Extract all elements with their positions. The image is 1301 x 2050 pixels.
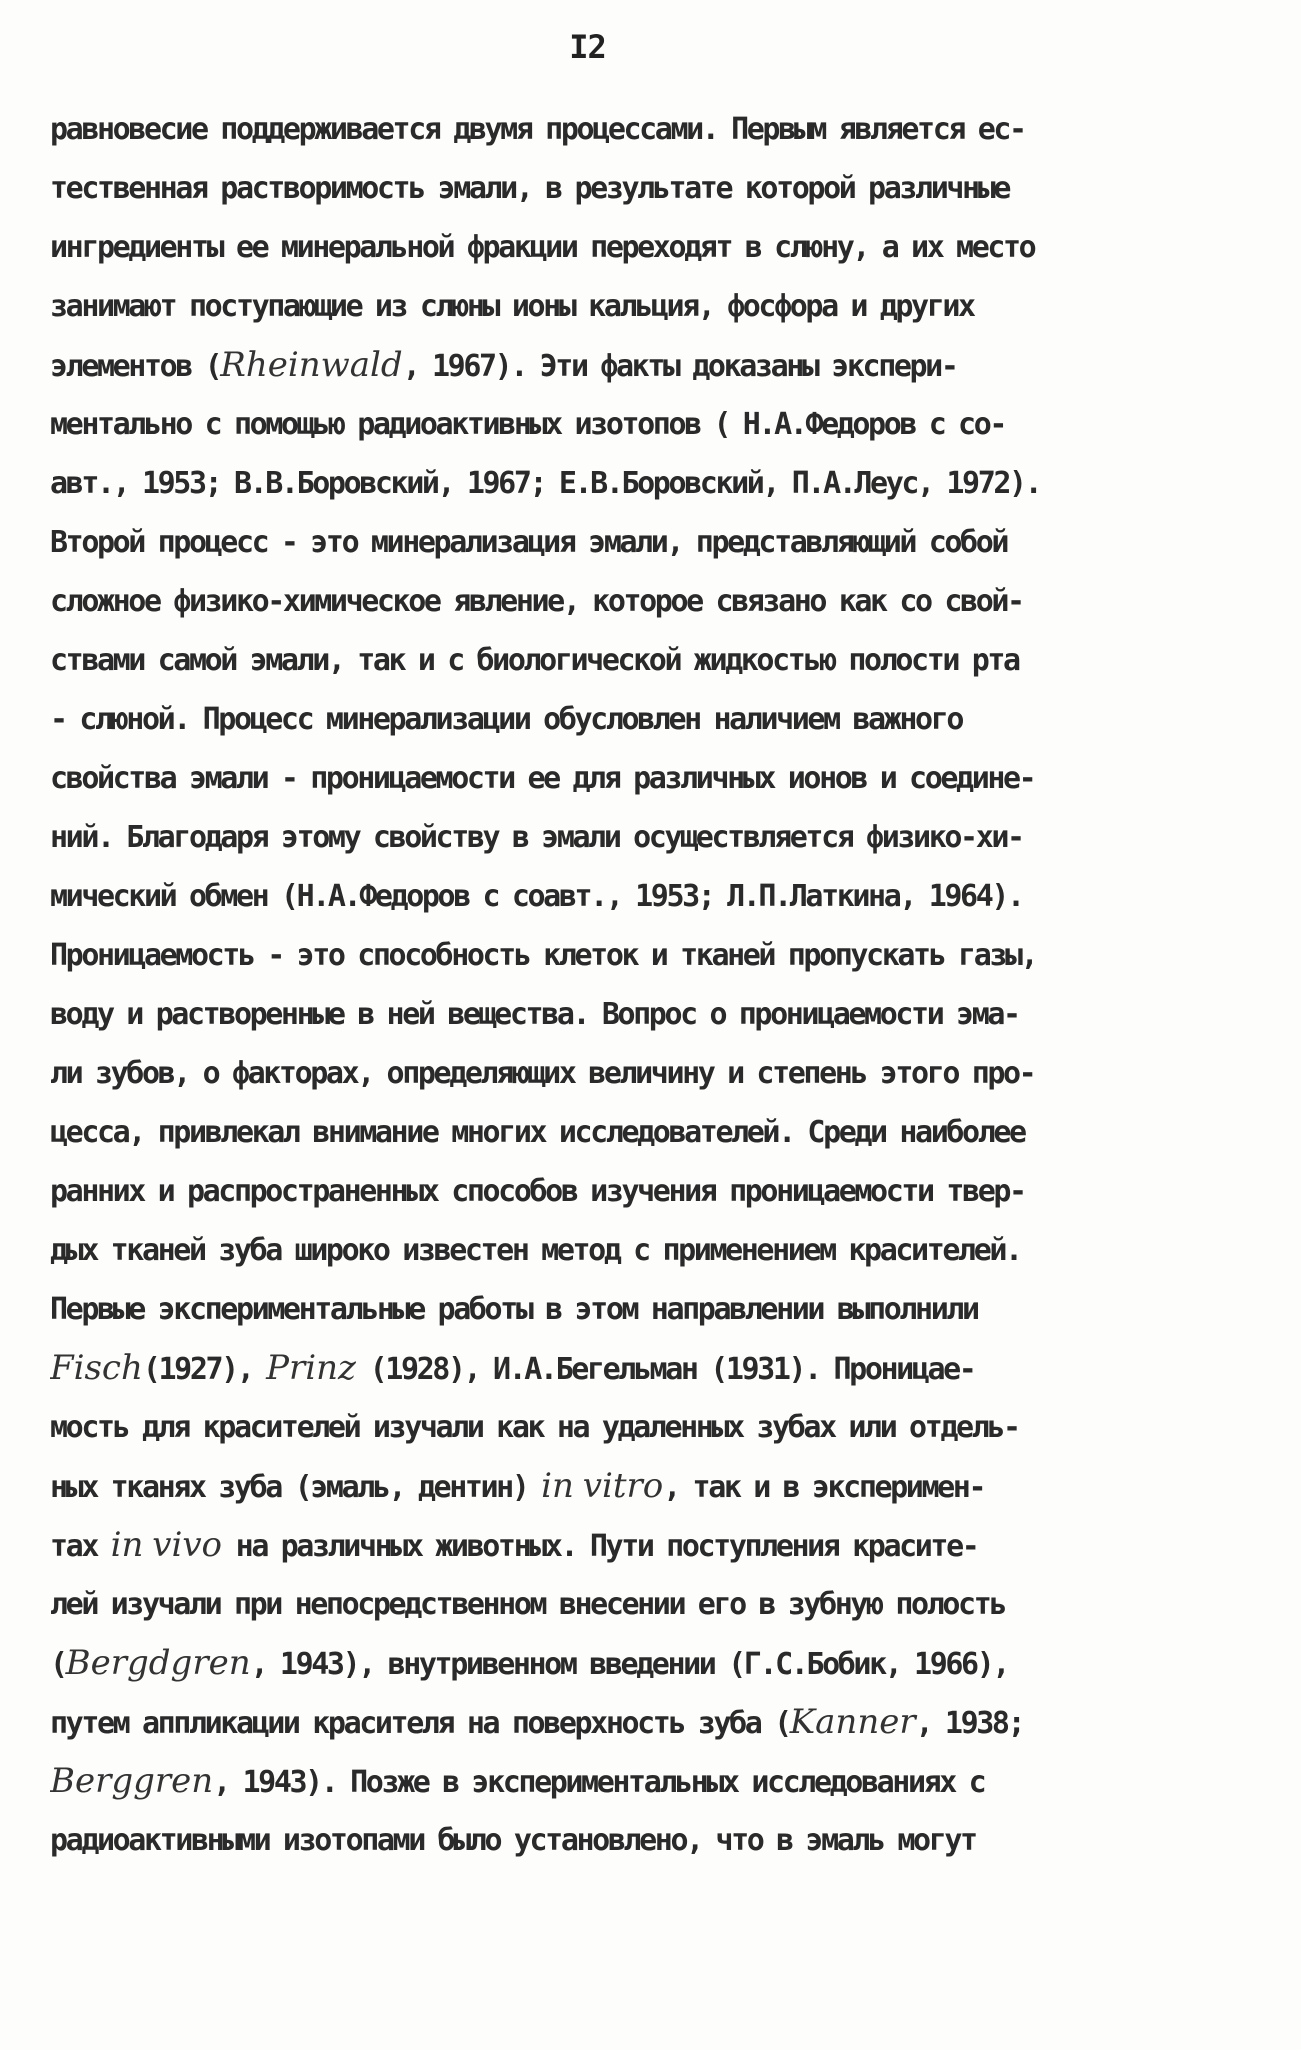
handwritten-citation: in vivo [110, 1525, 222, 1565]
text-line [50, 454, 1230, 513]
line-text: , 1943). Позже в экспериментальных исследованиях с [213, 1765, 985, 1800]
line-text: ных тканях зуба (эмаль, дентин) [50, 1470, 542, 1505]
line-text: ли зубов, о факторах, определяющих величину и степень этого про- [50, 1056, 1035, 1091]
handwritten-citation: Prinz [266, 1348, 356, 1388]
text-line [50, 1221, 1230, 1280]
text-line [50, 100, 1230, 159]
line-text: сложное физико-химическое явление, которое связано как со свой- [50, 584, 1023, 619]
handwritten-citation: Kanner [789, 1702, 916, 1742]
page-number: I2 [569, 28, 606, 66]
line-text: авт., 1953; В.В.Боровский, 1967; Е.В.Боровский, П.А.Леус, 1972). [50, 466, 1041, 501]
line-text: (1927), [142, 1352, 267, 1387]
text-line [50, 867, 1230, 926]
line-text: ранних и распространенных способов изучения проницаемости твер- [50, 1174, 1025, 1209]
text-line [50, 1811, 1230, 1870]
text-line [50, 159, 1230, 218]
line-text: ментально с помощью радиоактивных изотопов ( Н.А.Федоров с со- [50, 407, 1006, 442]
handwritten-citation: Bergdgren [65, 1643, 251, 1683]
line-text: Проницаемость - это способность клеток и тканей пропускать газы, [50, 938, 1037, 973]
line-text: на различных животных. Пути поступления красите- [222, 1529, 978, 1564]
text-line [50, 277, 1230, 336]
line-text: , 1967). Эти факты доказаны экспери- [402, 349, 957, 384]
text-line [50, 749, 1230, 808]
text-line [50, 395, 1230, 454]
text-line [50, 808, 1230, 867]
text-line [50, 1634, 1230, 1693]
line-text: элементов ( [50, 349, 221, 384]
line-text: радиоактивными изотопами было установлено, что в эмаль могут [50, 1823, 976, 1858]
text-line [50, 1693, 1230, 1752]
text-line [50, 926, 1230, 985]
line-text: мость для красителей изучали как на удаленных зубах или отдель- [50, 1410, 1019, 1445]
handwritten-citation: Berggren [50, 1761, 214, 1801]
line-text: , 1938; [915, 1706, 1024, 1741]
line-text: , 1943), внутривенном введении (Г.С.Бобик, 1966), [250, 1647, 1009, 1682]
line-text: лей изучали при непосредственном внесении его в зубную полость [50, 1587, 1006, 1622]
line-text: цесса, привлекал внимание многих исследователей. Среди наиболее [50, 1115, 1025, 1150]
line-text: Первые экспериментальные работы в этом направлении выполнили [50, 1292, 978, 1327]
text-line [50, 513, 1230, 572]
line-text: - слюной. Процесс минерализации обусловлен наличием важного [50, 702, 963, 737]
line-text: ствами самой эмали, так и с биологической жидкостью полости рта [50, 643, 1019, 678]
line-text: Второй процесс - это минерализация эмали, представляющий собой [50, 525, 1008, 560]
line-text: свойства эмали - проницаемости ее для различных ионов и соедине- [50, 761, 1035, 796]
handwritten-citation: Fisch [50, 1348, 143, 1388]
line-text: (1928), И.А.Бегельман (1931). Проницае- [355, 1352, 975, 1387]
line-text: тах [50, 1529, 111, 1564]
line-text: воду и растворенные в ней вещества. Вопрос о проницаемости эма- [50, 997, 1019, 1032]
text-line [50, 336, 1230, 395]
handwritten-citation: in vitro [541, 1466, 664, 1506]
text-line [50, 572, 1230, 631]
text-line [50, 690, 1230, 749]
line-text: тественная растворимость эмали, в результате которой различные [50, 171, 1010, 206]
line-text: равновесие поддерживается двумя процессами. Первым является ес- [50, 112, 1025, 147]
line-text: , так и в эксперимен- [663, 1470, 985, 1505]
text-line [50, 218, 1230, 277]
line-text: ингредиенты ее минеральной фракции переходят в слюну, а их место [50, 230, 1035, 265]
text-line [50, 985, 1230, 1044]
line-text: ний. Благодаря этому свойству в эмали осуществляется физико-хи- [50, 820, 1023, 855]
text-line [50, 1516, 1230, 1575]
handwritten-citation: Rheinwald [220, 345, 403, 385]
text-line [50, 1398, 1230, 1457]
text-line [50, 1280, 1230, 1339]
line-text: ( [50, 1647, 66, 1682]
text-line [50, 631, 1230, 690]
body-text [50, 100, 1230, 1870]
text-line [50, 1103, 1230, 1162]
line-text: занимают поступающие из слюны ионы кальция, фосфора и других [50, 289, 974, 324]
text-line [50, 1339, 1230, 1398]
line-text: дых тканей зуба широко известен метод с применением красителей. [50, 1233, 1021, 1268]
text-line [50, 1044, 1230, 1103]
line-text: путем аппликации красителя на поверхность зуба ( [50, 1706, 790, 1741]
text-line [50, 1575, 1230, 1634]
line-text: мический обмен (Н.А.Федоров с соавт., 1953; Л.П.Латкина, 1964). [50, 879, 1023, 914]
text-line [50, 1752, 1230, 1811]
text-line [50, 1162, 1230, 1221]
text-line [50, 1457, 1230, 1516]
